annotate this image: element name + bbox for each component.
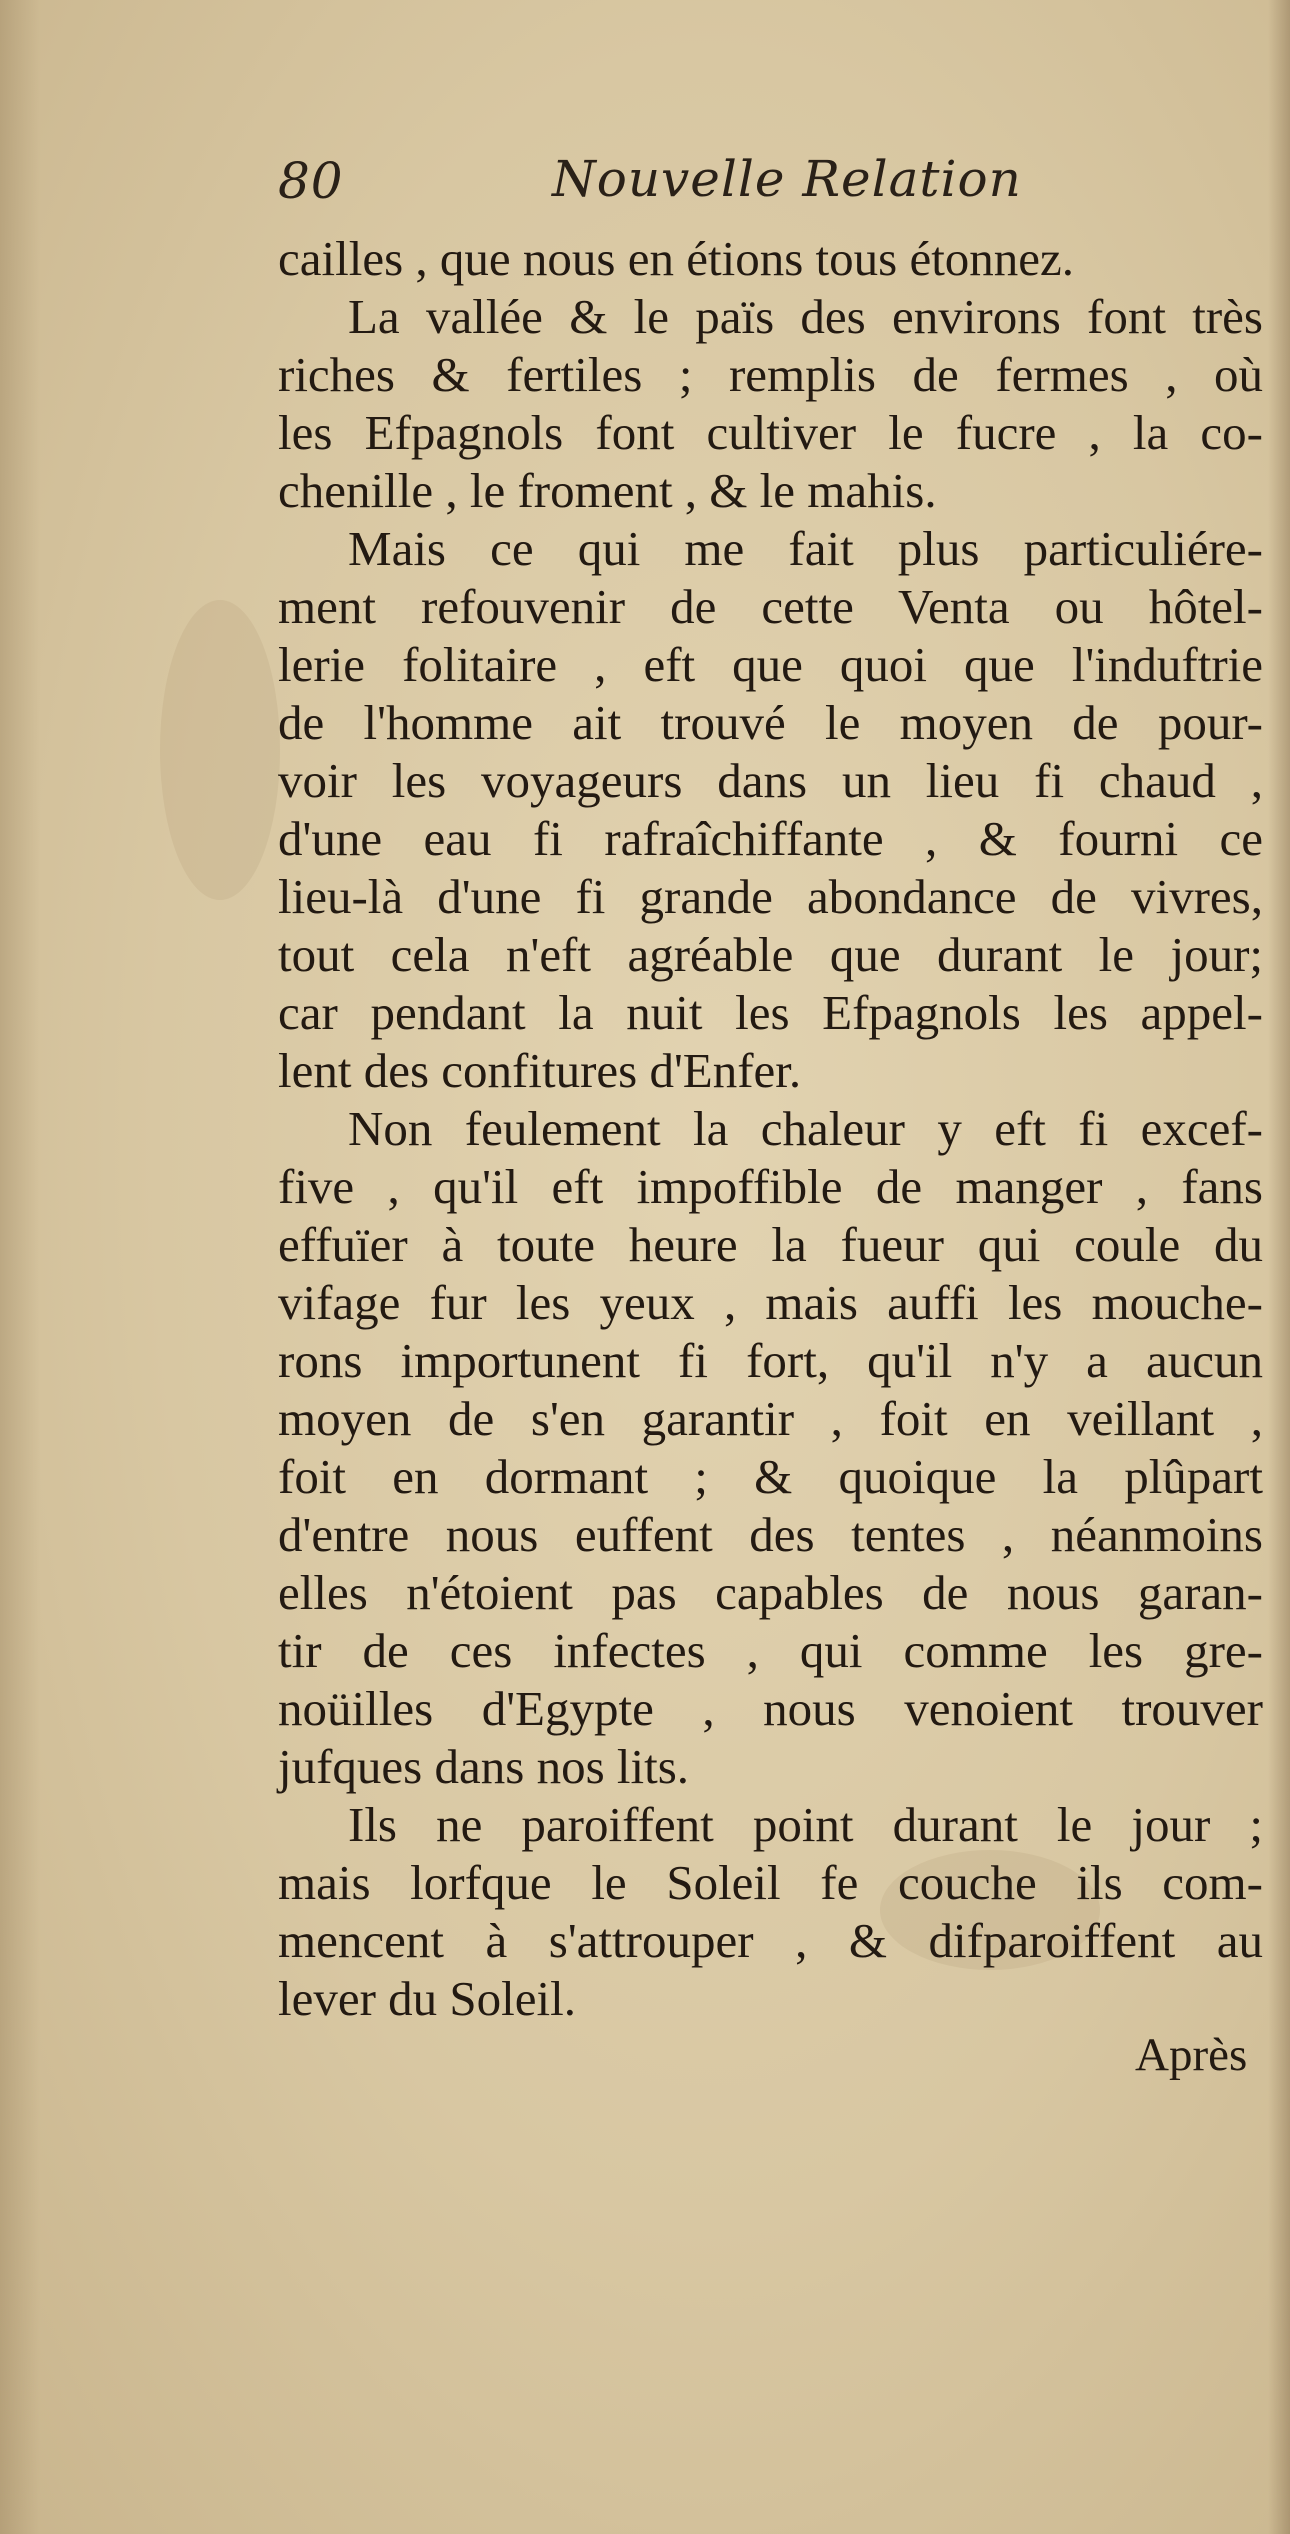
- text-line: riches & fertiles ; remplis de fermes , où: [278, 347, 1263, 402]
- text-line: vifage fur les yeux , mais auffi les mouche-: [278, 1275, 1263, 1330]
- body-text: [278, 230, 1263, 2028]
- paper-stain: [160, 600, 280, 900]
- running-header: [0, 150, 1290, 220]
- running-title: Nouvelle Relation: [552, 150, 1022, 208]
- text-line: noüilles d'Egypte , nous venoient trouver: [278, 1681, 1263, 1736]
- text-line: five , qu'il eft impoffible de manger , fans: [278, 1159, 1263, 1214]
- text-line: d'une eau fi rafraîchiffante , & fourni ce: [278, 811, 1263, 866]
- text-line: tir de ces infectes , qui comme les gre-: [278, 1623, 1263, 1678]
- text-line: foit en dormant ; & quoique la plûpart: [278, 1449, 1263, 1504]
- text-line: tout cela n'eft agréable que durant le jour;: [278, 927, 1263, 982]
- text-line: chenille , le froment , & le mahis.: [278, 463, 937, 518]
- page-number: 80: [278, 152, 344, 210]
- text-line: lieu-là d'une fi grande abondance de vivres,: [278, 869, 1263, 924]
- text-line: lerie folitaire , eft que quoi que l'induftrie: [278, 637, 1263, 692]
- catchword: Après: [1135, 2029, 1248, 2081]
- text-line: de l'homme ait trouvé le moyen de pour-: [278, 695, 1263, 750]
- text-line: car pendant la nuit les Efpagnols les appel-: [278, 985, 1263, 1040]
- text-line: Mais ce qui me fait plus particuliére-: [348, 521, 1263, 576]
- text-line: voir les voyageurs dans un lieu fi chaud ,: [278, 753, 1263, 808]
- text-line: Non feulement la chaleur y eft fi excef-: [348, 1101, 1263, 1156]
- text-line: mais lorfque le Soleil fe couche ils com-: [278, 1855, 1263, 1910]
- text-line: d'entre nous euffent des tentes , néanmoins: [278, 1507, 1263, 1562]
- page-left-shadow: [0, 0, 40, 2534]
- text-line: mencent à s'attrouper , & difparoiffent au: [278, 1913, 1263, 1968]
- text-line: lent des confitures d'Enfer.: [278, 1043, 802, 1098]
- text-line: effuïer à toute heure la fueur qui coule du: [278, 1217, 1263, 1272]
- text-line: lever du Soleil.: [278, 1971, 577, 2026]
- text-line: elles n'étoient pas capables de nous garan-: [278, 1565, 1263, 1620]
- text-line: La vallée & le païs des environs font très: [348, 289, 1263, 344]
- page-right-shadow: [1268, 0, 1290, 2534]
- text-line: cailles , que nous en étions tous étonnez.: [278, 231, 1075, 286]
- text-line: les Efpagnols font cultiver le fucre , la co-: [278, 405, 1263, 460]
- text-line: rons importunent fi fort, qu'il n'y a aucun: [278, 1333, 1263, 1388]
- text-line: moyen de s'en garantir , foit en veillant ,: [278, 1391, 1263, 1446]
- text-line: ment refouvenir de cette Venta ou hôtel-: [278, 579, 1263, 634]
- text-line: jufques dans nos lits.: [278, 1739, 690, 1794]
- text-line: Ils ne paroiffent point durant le jour ;: [348, 1797, 1263, 1852]
